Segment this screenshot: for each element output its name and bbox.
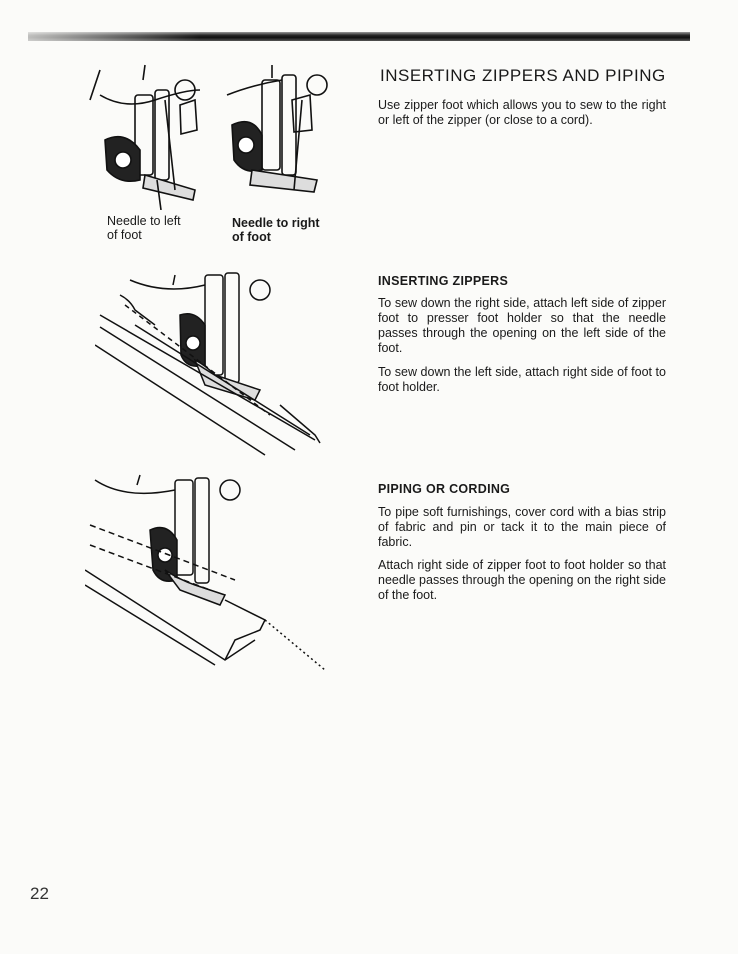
caption-needle-right: Needle to right of foot — [232, 216, 320, 244]
zippers-paragraph-2: To sew down the left side, attach right side of foot to foot holder. — [378, 365, 666, 394]
illustration-needle-right — [222, 60, 342, 200]
illustration-piping — [85, 470, 330, 670]
illustration-needle-left — [85, 60, 215, 210]
piping-paragraph-1: To pipe soft furnishings, cover cord with a bias strip of fabric and pin or tack it to the main piece of fabric. — [378, 505, 666, 549]
header-rule-fade — [0, 31, 200, 42]
piping-paragraph-2: Attach right side of zipper foot to foot holder so that needle passes through the opening on the right side of the foot. — [378, 558, 666, 602]
illustration-inserting-zipper — [95, 265, 325, 460]
page-number: 22 — [30, 884, 49, 903]
intro-paragraph: Use zipper foot which allows you to sew to the right or left of the zipper (or close to a cord). — [378, 98, 666, 127]
section-title-piping: PIPING OR CORDING — [378, 482, 511, 496]
zippers-paragraph-1: To sew down the right side, attach left side of zipper foot to presser foot holder so that the needle passes through the opening on the left side of the foot. — [378, 296, 666, 355]
section-title-main: INSERTING ZIPPERS AND PIPING — [380, 66, 666, 85]
caption-needle-left: Needle to left of foot — [107, 214, 181, 242]
section-title-zippers: INSERTING ZIPPERS — [378, 274, 509, 288]
